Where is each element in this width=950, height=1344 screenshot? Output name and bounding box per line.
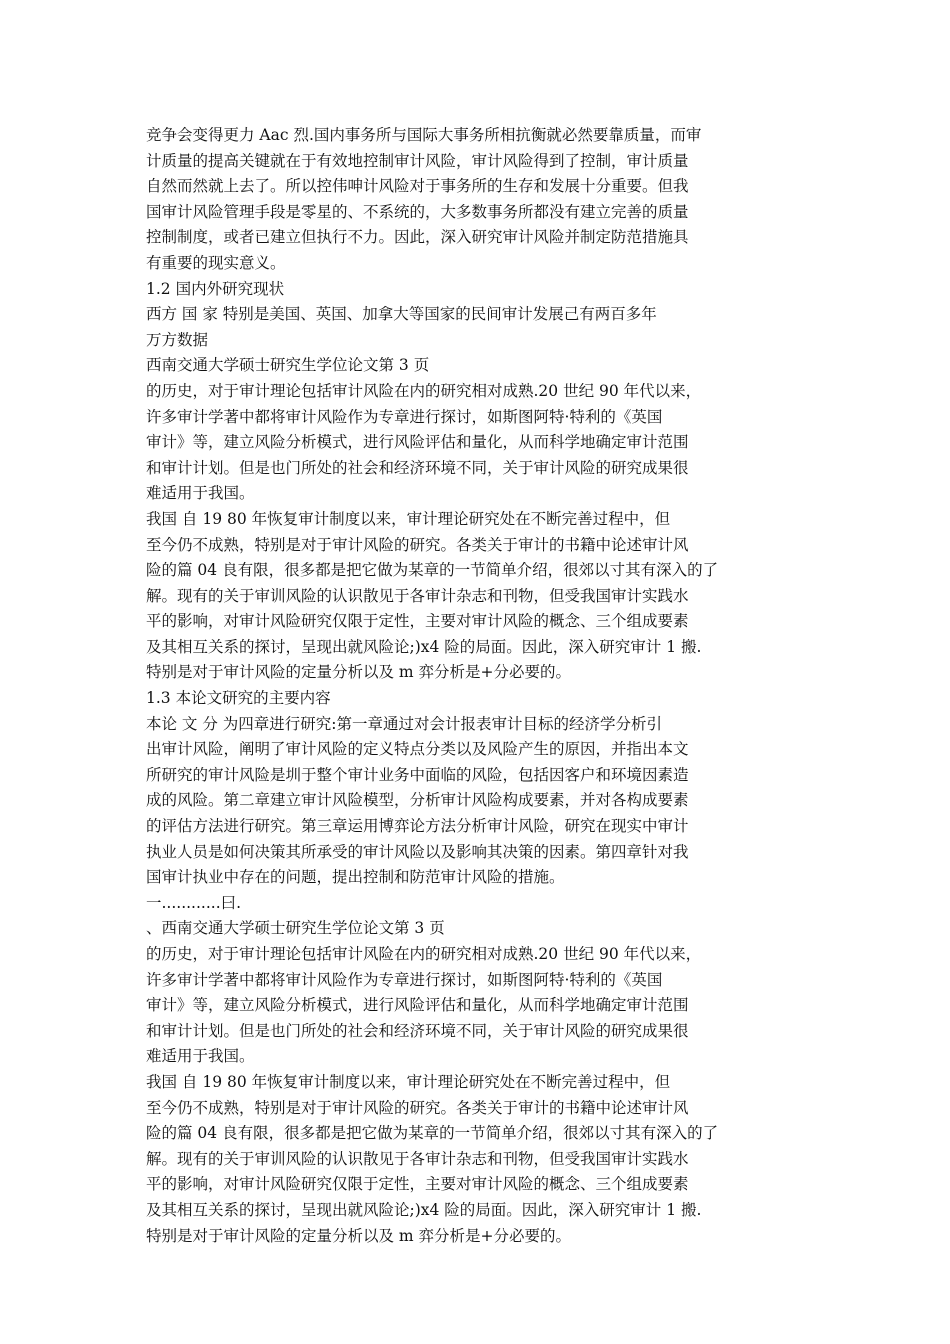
text-line: 许多审计学著中都将审计风险作为专章进行探讨，如斯图阿特·特利的《英国	[146, 970, 663, 989]
text-line: 1.3 本论文研究的主要内容	[146, 689, 331, 708]
text-line: 和审计计划。但是也门所处的社会和经济环境不同，关于审计风险的研究成果很	[146, 458, 689, 477]
text-line: 我国 自 19 80 年恢复审计制度以来，审计理论研究处在不断完善过程中，但	[146, 1072, 671, 1091]
text-line: 国审计执业中存在的问题，提出控制和防范审计风险的措施。	[146, 868, 565, 887]
document-body	[146, 123, 786, 1249]
text-line: 出审计风险，阐明了审计风险的定义特点分类以及风险产生的原因，并指出本文	[146, 740, 689, 759]
text-line: 竞争会变得更力 Aac 烈.国内事务所与国际大事务所相抗衡就必然要靠质量，而审	[146, 126, 702, 144]
text-line: 有重要的现实意义。	[146, 253, 286, 272]
text-line: 及其相互关系的探讨，呈现出就风险论;)x4 险的局面。因此，深入研究审计 1 搬.	[146, 1200, 702, 1219]
text-line: 计质量的提高关键就在于有效地控制审计风险，审计风险得到了控制，审计质量	[146, 151, 689, 170]
text-line: 本论 文 分 为四章进行研究:第一章通过对会计报表审计目标的经济学分析引	[146, 714, 663, 733]
text-line: 解。现有的关于审训风险的认识散见于各审计杂志和刊物，但受我国审计实践水	[146, 586, 689, 605]
text-line: 的评估方法进行研究。第三章运用博弈论方法分析审计风险，研究在现实中审计	[146, 817, 689, 836]
text-line: 1.2 国内外研究现状	[146, 279, 285, 298]
text-line: 控制制度，或者已建立但执行不力。因此，深入研究审计风险并制定防范措施具	[146, 228, 689, 247]
text-line: 、西南交通大学硕士研究生学位论文第 3 页	[146, 919, 445, 938]
text-line: 一............曰.	[146, 893, 242, 912]
text-line: 难适用于我国。	[146, 1047, 255, 1066]
text-line: 自然而然就上去了。所以控伟呻计风险对于事务所的生存和发展十分重要。但我	[146, 177, 689, 196]
text-line: 和审计计划。但是也门所处的社会和经济环境不同，关于审计风险的研究成果很	[146, 1021, 689, 1040]
text-line: 及其相互关系的探讨，呈现出就风险论;)x4 险的局面。因此，深入研究审计 1 搬.	[146, 637, 702, 656]
text-line: 许多审计学著中都将审计风险作为专章进行探讨，如斯图阿特·特利的《英国	[146, 407, 663, 426]
text-line: 万方数据	[146, 330, 209, 349]
text-line: 国审计风险管理手段是零星的、不系统的，大多数事务所都没有建立完善的质量	[146, 202, 689, 221]
text-line: 险的篇 04 良有限，很多都是把它做为某章的一节简单介绍，很郊以寸其有深入的了	[146, 561, 719, 580]
text-line: 我国 自 19 80 年恢复审计制度以来，审计理论研究处在不断完善过程中，但	[146, 509, 671, 528]
text-line: 解。现有的关于审训风险的认识散见于各审计杂志和刊物，但受我国审计实践水	[146, 1149, 689, 1168]
text-line: 的历史，对于审计理论包括审计风险在内的研究相对成熟.20 世纪 90 年代以来，	[146, 381, 702, 400]
text-line: 的历史，对于审计理论包括审计风险在内的研究相对成熟.20 世纪 90 年代以来，	[146, 945, 702, 963]
text-line: 所研究的审计风险是圳于整个审计业务中面临的风险，包括因客户和环境因素造	[146, 765, 689, 784]
text-line: 至今仍不成熟，特别是对于审计风险的研究。各类关于审计的书籍中论述审计风	[146, 535, 689, 554]
text-line: 成的风险。第二章建立审计风险模型，分析审计风险构成要素，并对各构成要素	[146, 791, 689, 810]
text-line: 至今仍不成熟，特别是对于审计风险的研究。各类关于审计的书籍中论述审计风	[146, 1098, 689, 1117]
text-line: 特别是对于审计风险的定量分析以及 m 弈分析是+分必要的。	[146, 1226, 572, 1245]
text-line: 西南交通大学硕士研究生学位论文第 3 页	[146, 356, 430, 375]
text-line: 特别是对于审计风险的定量分析以及 m 弈分析是+分必要的。	[146, 663, 572, 682]
text-line: 执业人员是如何决策其所承受的审计风险以及影响其决策的因素。第四章针对我	[146, 842, 689, 861]
text-line: 西方 国 家 特别是美国、英国、加拿大等国家的民间审计发展己有两百多年	[146, 305, 657, 324]
text-line: 审计》等，建立风险分析模式，进行风险评估和量化，从而科学地确定审计范围	[146, 996, 689, 1015]
text-line: 平的影响，对审计风险研究仅限于定性，主要对审计风险的概念、三个组成要素	[146, 1175, 689, 1194]
text-line: 险的篇 04 良有限，很多都是把它做为某章的一节简单介绍，很郊以寸其有深入的了	[146, 1124, 719, 1143]
text-line: 难适用于我国。	[146, 484, 255, 503]
text-line: 审计》等，建立风险分析模式，进行风险评估和量化，从而科学地确定审计范围	[146, 433, 689, 452]
text-line: 平的影响，对审计风险研究仅限于定性，主要对审计风险的概念、三个组成要素	[146, 612, 689, 631]
